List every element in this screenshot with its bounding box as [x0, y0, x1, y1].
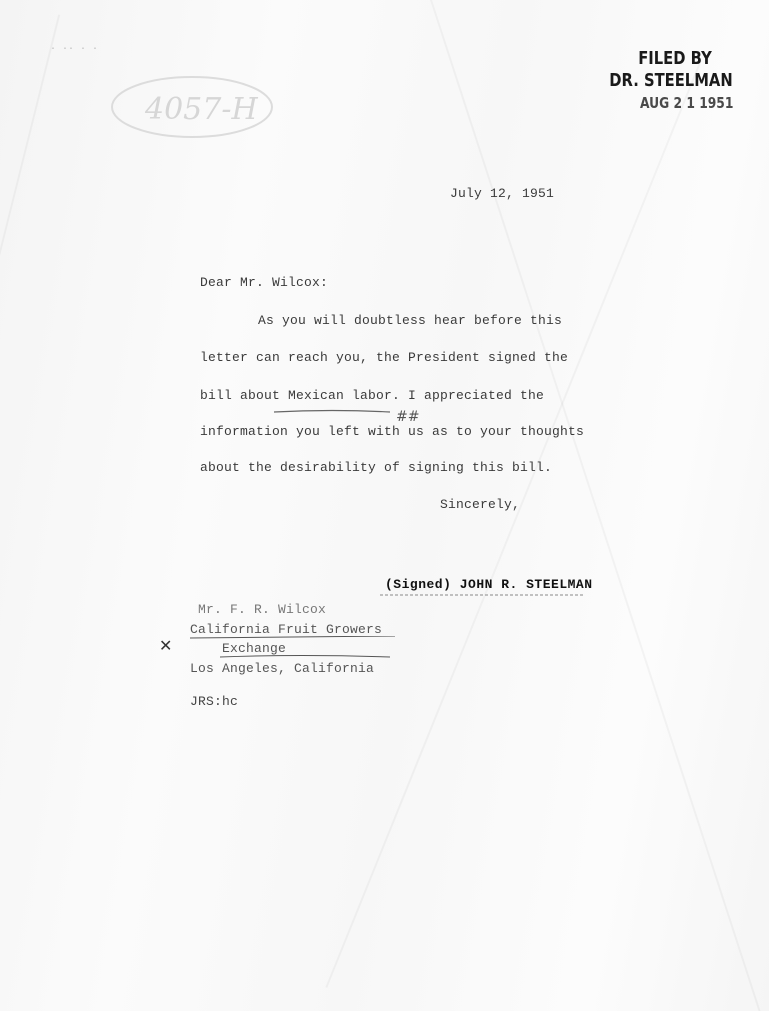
- body-line: As you will doubtless hear before this: [258, 313, 563, 328]
- corner-marking: · ·· · ·: [50, 44, 99, 55]
- pen-underline-mark: [190, 636, 410, 660]
- body-line: bill about Mexican labor. I appreciated the: [200, 388, 545, 403]
- body-line: letter can reach you, the President signed the: [200, 350, 569, 365]
- filed-date-stamp: AUG 2 1 1951: [640, 94, 734, 112]
- signature-block: (Signed) JOHN R. STEELMAN: [385, 577, 593, 592]
- letter-date: July 12, 1951: [450, 186, 555, 201]
- body-line: about the desirability of signing this bill.: [200, 460, 553, 475]
- filed-by-stamp: FILED BY: [638, 48, 712, 69]
- paper-crease: [0, 15, 60, 1011]
- recipient-org-line1: California Fruit Growers: [190, 622, 383, 637]
- margin-mark-glyph: ✕: [159, 637, 173, 653]
- body-line: information you left with us as to your thoughts: [200, 424, 585, 439]
- salutation: Dear Mr. Wilcox:: [200, 275, 329, 290]
- pencil-seal-mark: [107, 72, 277, 142]
- recipient-name: Mr. F. R. Wilcox: [198, 602, 327, 617]
- pen-underline-mark: [272, 406, 432, 426]
- margin-check-mark: [159, 637, 179, 653]
- closing: Sincerely,: [440, 497, 521, 512]
- recipient-address: Los Angeles, California: [190, 661, 375, 676]
- recipient-org-line2: Exchange: [222, 641, 287, 656]
- labor-annotation: ##: [396, 409, 420, 425]
- seal-text: 4057-H: [145, 92, 258, 127]
- filed-by-name-stamp: DR. STEELMAN: [609, 70, 733, 91]
- signature-underline: [380, 592, 590, 598]
- reference-initials: JRS:hc: [190, 694, 239, 709]
